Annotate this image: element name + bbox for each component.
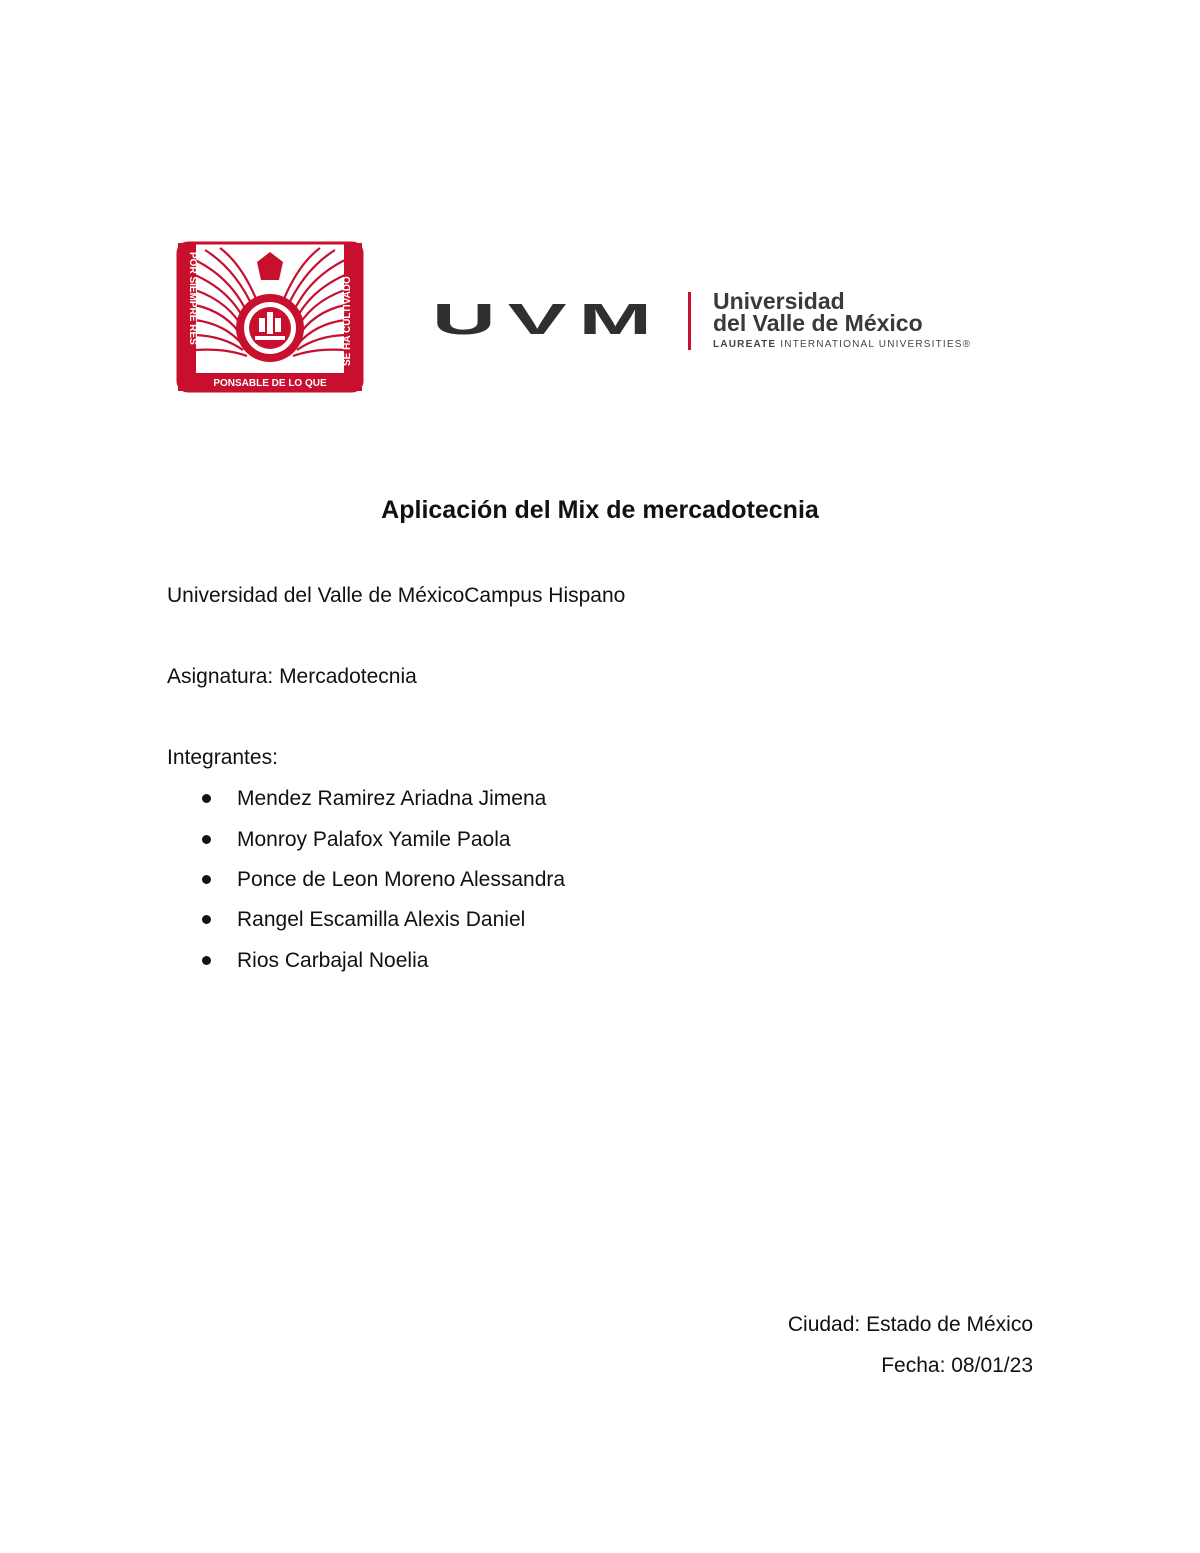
bullet-icon [202, 915, 211, 924]
member-item: Ponce de Leon Moreno Alessandra [237, 868, 566, 891]
date-line: Fecha: 08/01/23 [881, 1354, 1033, 1377]
bullet-icon [202, 835, 211, 844]
seal-motto-left: POR SIEMPRE RES [187, 252, 198, 345]
svg-text:UVM: UVM [432, 298, 664, 338]
institution-line: Universidad del Valle de MéxicoCampus Hispano [167, 584, 626, 607]
uvm-name-line1: Universidad [713, 288, 845, 314]
seal-motto-right: SE HA CULTIVADO [342, 276, 353, 366]
uvm-divider [688, 292, 691, 350]
member-item: Monroy Palafox Yamile Paola [237, 828, 511, 851]
members-label: Integrantes: [167, 746, 278, 769]
uvm-wordmark [432, 298, 664, 338]
subject-line: Asignatura: Mercadotecnia [167, 665, 417, 688]
seal-motto-bottom: PONSABLE DE LO QUE [213, 378, 327, 389]
uvm-logo [432, 290, 1032, 354]
bullet-icon [202, 875, 211, 884]
bullet-icon [202, 794, 211, 803]
bullet-icon [202, 956, 211, 965]
document-title: Aplicación del Mix de mercadotecnia [381, 496, 819, 524]
member-item: Rios Carbajal Noelia [237, 949, 429, 972]
uvm-tagline: LAUREATE INTERNATIONAL UNIVERSITIES® [713, 339, 972, 350]
member-item: Rangel Escamilla Alexis Daniel [237, 908, 526, 931]
university-seal-logo [175, 240, 365, 394]
uvm-name-line2: del Valle de México [713, 310, 923, 336]
city-line: Ciudad: Estado de México [787, 1313, 1033, 1336]
member-item: Mendez Ramirez Ariadna Jimena [237, 787, 547, 810]
